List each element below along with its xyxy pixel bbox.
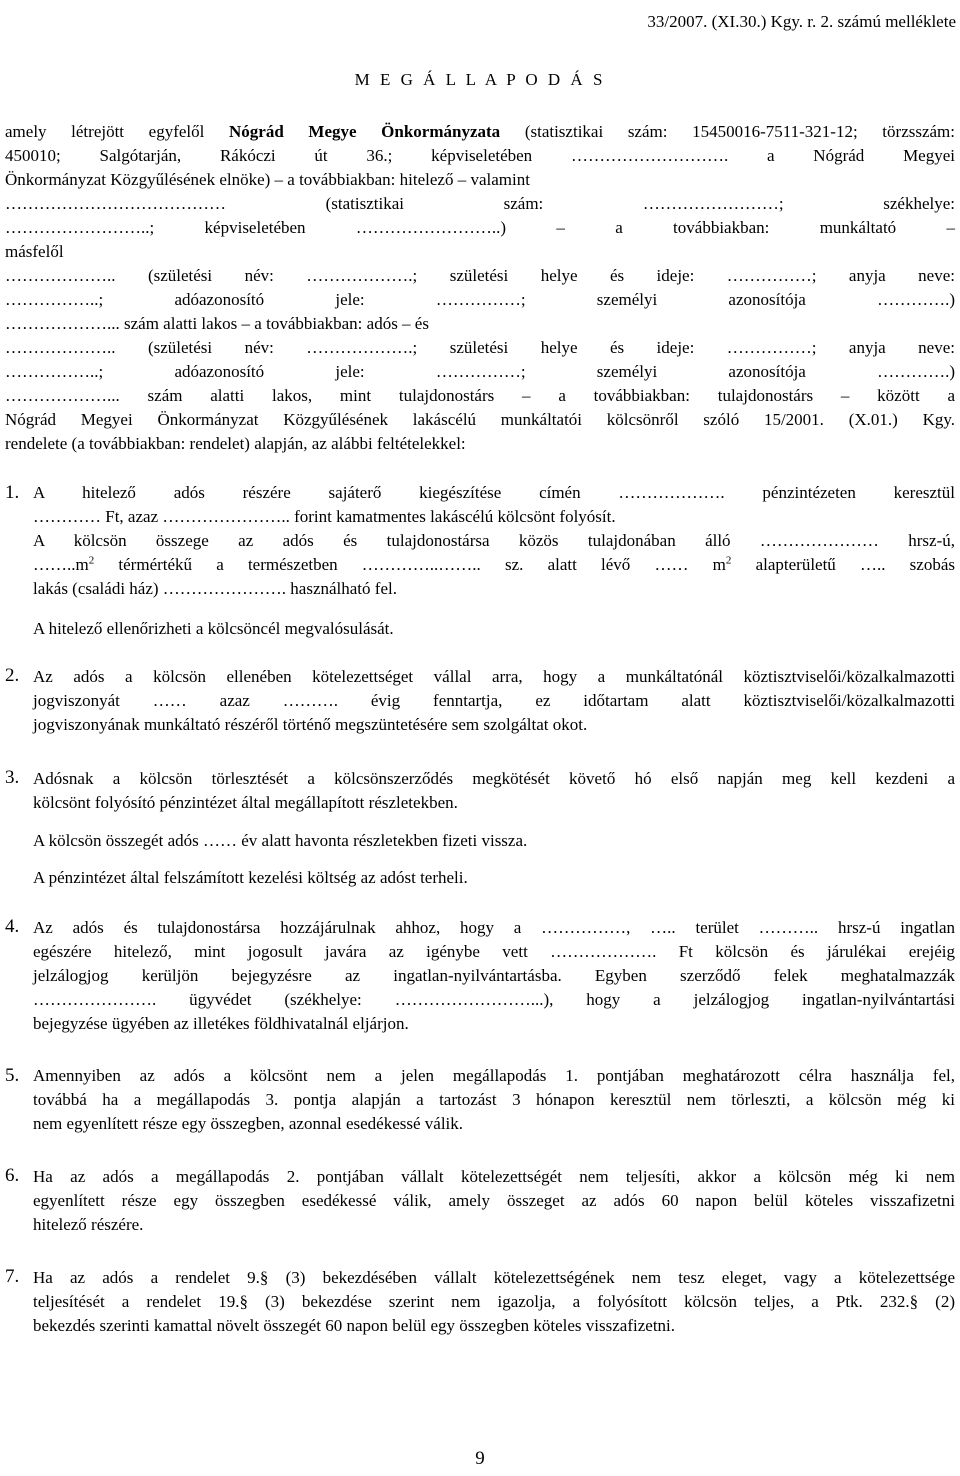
section-1-note: A hitelező ellenőrizheti a kölcsöncél megvalósulását. [33, 619, 394, 638]
section-number: 1. [5, 482, 20, 503]
section-number: 6. [5, 1165, 20, 1186]
section-3-note: A kölcsön összegét adós …… év alatt havonta részletekben fizeti vissza. [33, 831, 528, 850]
section-number: 5. [5, 1065, 20, 1086]
intro-line: Nógrád Megyei Önkormányzat Közgyűlésének lakáscélú munkáltatói kölcsönről szóló 15/2001. (X.01.) Kgy. [5, 410, 955, 429]
intro-line: ………………………………… (statisztikai szám: ……………………; székhelye: [5, 194, 955, 213]
section-line: A kölcsön összege az adós és tulajdonostársa közös tulajdonában álló ………………… hrsz-ú, [33, 531, 955, 550]
section-number: 3. [5, 767, 20, 788]
intro-line: ………………... szám alatti lakos, mint tulajdonostárs – a továbbiakban: tulajdonostárs – között a [5, 386, 955, 405]
section-line: Ha az adós a rendelet 9.§ (3) bekezdésében vállalt kötelezettségének nem tesz eleget, vagy a kötelezettsége [33, 1268, 955, 1287]
intro-line: ……………….. (születési név: ……………….; születési helye és ideje: ……………; anyja neve: [5, 338, 955, 357]
section-6 [33, 1165, 955, 1237]
section-line: továbbá ha a megállapodás 3. pontja alapján a tartozást 3 hónapon keresztül nem törleszti, a kölcsön még ki [33, 1090, 955, 1109]
section-line: hitelező részére. [33, 1215, 144, 1234]
section-number: 7. [5, 1266, 20, 1287]
section-1 [33, 481, 955, 601]
section-7 [33, 1266, 955, 1338]
annex-reference: 33/2007. (XI.30.) Kgy. r. 2. számú melléklete [647, 12, 956, 31]
section-3 [33, 767, 955, 815]
section-line: ………… Ft, azaz ………………….. forint kamatmentes lakáscélú kölcsönt folyósít. [33, 507, 616, 526]
section-line: Ha az adós a megállapodás 2. pontjában vállalt kötelezettségét nem teljesíti, akkor a kölcsön még ki nem [33, 1167, 955, 1186]
section-number: 4. [5, 916, 20, 937]
section-line: egyenlített része egy összegben esedékessé válik, amely összeget az adós 60 napon belül köteles visszafizetni [33, 1191, 955, 1210]
section-2 [33, 665, 955, 737]
section-line: jelzálogjog kerüljön bejegyzésre az ingatlan-nyilvántartásba. Egyben szerződő felek meghatalmazzák [33, 966, 955, 985]
section-line: jogviszonyát …… azaz ………. évig fenntartja, ez időtartam alatt köztisztviselői/közalkalmazotti [33, 691, 955, 710]
section-line: Az adós és tulajdonostársa hozzájárulnak ahhoz, hogy a ……………, ….. terület ……….. hrsz-ú ingatlan [33, 918, 955, 937]
section-line: lakás (családi ház) …………………. használható fel. [33, 579, 397, 598]
section-3-note: A pénzintézet által felszámított kezelési költség az adóst terheli. [33, 868, 468, 887]
intro-line: ……………..; adóazonosító jele: ……………; személyi azonosítója ………….) [5, 362, 955, 381]
party-name: Nógrád Megye Önkormányzata [229, 122, 501, 141]
section-line: …………………. ügyvédet (székhelye: ……………………...), hogy a jelzálogjog ingatlan-nyilvántartási [33, 990, 955, 1009]
section-line: Adósnak a kölcsön törlesztését a kölcsönszerződés megkötését követő hó első napján meg kell kezdeni a [33, 769, 955, 788]
intro-line: ……………..; adóazonosító jele: ……………; személyi azonosítója ………….) [5, 290, 955, 309]
section-number: 2. [5, 665, 20, 686]
section-line: Amennyiben az adós a kölcsönt nem a jelen megállapodás 1. pontjában meghatározott célra használja fel, [33, 1066, 955, 1085]
section-line: jogviszonyának munkáltató részéről történő megszüntetésére sem szolgáltat okot. [33, 715, 588, 734]
intro-line: 450010; Salgótarján, Rákóczi út 36.; képviseletében ………………………. a Nógrád Megyei [5, 146, 955, 165]
intro-line: másfelől [5, 242, 64, 261]
section-line: Az adós a kölcsön ellenében kötelezettséget vállal arra, hogy a munkáltatónál köztisztviselői/közalkalmazotti [33, 667, 955, 686]
section-line: A hitelező adós részére sajáterő kiegészítése címén ………………. pénzintézeten keresztül [33, 483, 955, 502]
intro-line: amely létrejött egyfelől Nógrád Megye Önkormányzata (statisztikai szám: 15450016-7511-321-12; törzsszám: [5, 122, 956, 141]
section-line: egészére hitelező, mint jogosult javára az igénybe vett ………………. Ft kölcsön és járulékai erejéig [33, 942, 955, 961]
section-4 [33, 916, 955, 1036]
intro-line: ………………... szám alatti lakos – a továbbiakban: adós – és [5, 314, 429, 333]
section-5 [33, 1064, 955, 1136]
section-line: nem egyenlített része egy összegben, azonnal esedékessé válik. [33, 1114, 464, 1133]
section-line: kölcsönt folyósító pénzintézet által megállapított részletekben. [33, 793, 458, 812]
section-line: teljesítését a rendelet 19.§ (3) bekezdése szerint nem igazolja, a folyósított kölcsön teljes, a Ptk. 232.§ (2) [33, 1292, 955, 1311]
section-line: $\dots\dots..m^2$ térmértékű a természetben …………..…….. sz. alatt lévő …… $m^2$ alapterületű ….. szobás [33, 554, 955, 574]
intro-paragraph [5, 120, 955, 456]
section-line: bejegyzése ügyében az illetékes földhivatalnál eljárjon. [33, 1014, 409, 1033]
intro-line: Önkormányzat Közgyűlésének elnöke) – a továbbiakban: hitelező – valamint [5, 170, 530, 189]
document-title: M E G Á L L A P O D Á S [354, 70, 606, 89]
intro-line: rendelete (a továbbiakban: rendelet) alapján, az alábbi feltételekkel: [5, 434, 466, 453]
section-line: bekezdés szerinti kamattal növelt összegét 60 napon belül egy összegben köteles visszafizetni. [33, 1316, 676, 1335]
page-number: 9 [475, 1448, 485, 1469]
intro-line: ……………………..; képviseletében ……………………..) – a továbbiakban: munkáltató – [5, 218, 955, 237]
intro-line: ……………….. (születési név: ……………….; születési helye és ideje: ……………; anyja neve: [5, 266, 955, 285]
